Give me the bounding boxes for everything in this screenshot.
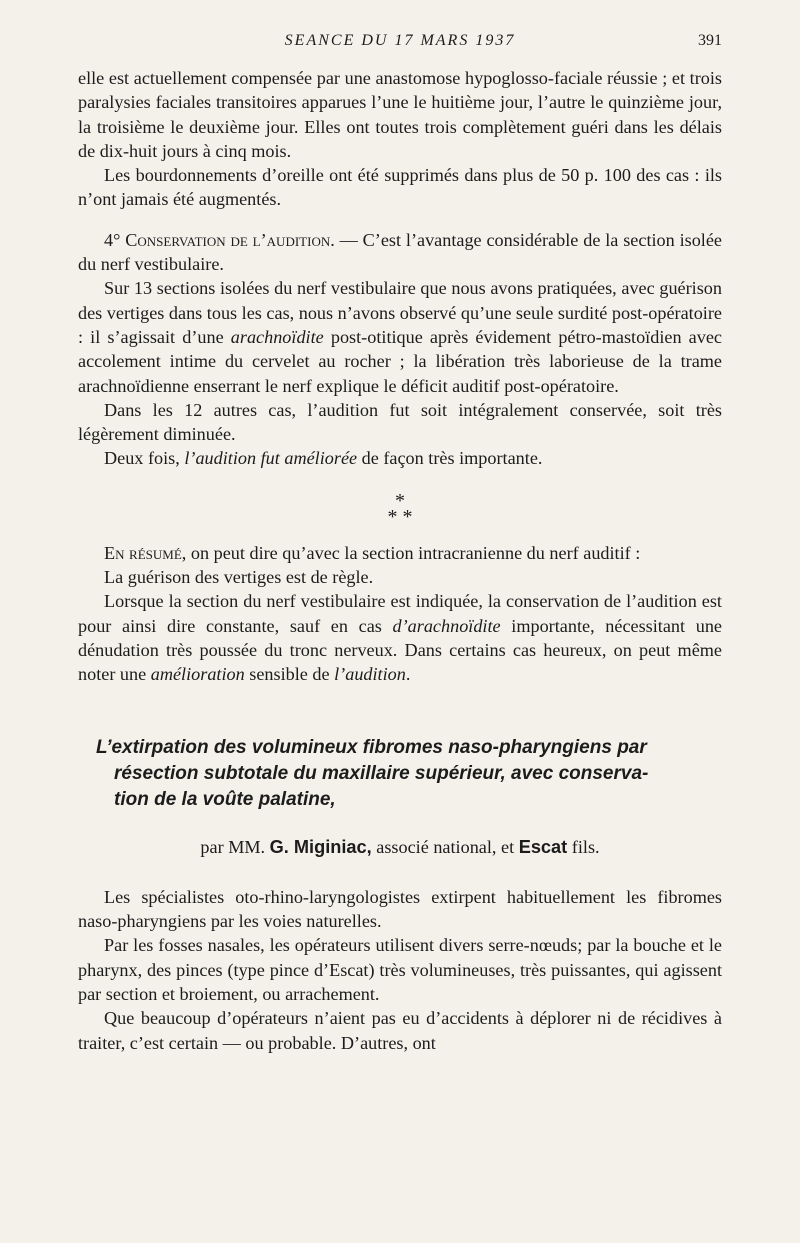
summary-paragraph: En résumé, on peut dire qu’avec la section intracranienne du nerf auditif :: [104, 542, 641, 563]
author-name: Escat: [518, 836, 568, 857]
paragraph: Dans les 12 autres cas, l’audition fut soit intégralement conservée, soit très légèrement diminuée.: [78, 399, 722, 445]
paragraph: Les bourdonnements d’oreille ont été supprimés dans plus de 50 p. 100 des cas : ils n’ont jamais été augmentés.: [78, 165, 722, 210]
section-heading: Conservation de l’audition.: [125, 229, 335, 250]
page-number: 391: [698, 32, 722, 49]
emphasis: l’audition fut améliorée: [184, 448, 358, 469]
paragraph: Sur 13 sections isolées du nerf vestibulaire que nous avons pratiquées, avec guérison des vertiges dans tous les cas, nous n’avons observé qu’une seule surdité post-opératoire : il s’agissait d’une arachnoïdite post-otitique après évidement pétro-mastoïdien avec accolement intime du cervelet au rocher ; la libération très laborieuse de la trame arachnoïdienne enserrant le nerf explique le déficit auditif post-opératoire.: [78, 278, 722, 396]
page-body: [78, 66, 722, 1055]
paragraph: Lorsque la section du nerf vestibulaire est indiquée, la conservation de l’audition est pour ainsi dire constante, sauf en cas d’arachnoïdite importante, nécessitant une dénudation très poussée du tronc nerveux. Dans certains cas heureux, on peut même noter une amélioration sensible de l’audition.: [78, 591, 722, 685]
paragraph: Par les fosses nasales, les opérateurs utilisent divers serre-nœuds; par la bouche et le pharynx, des pinces (type pince d’Escat) très volumineuses, très puissantes, qui agissent par section et broiement, ou arrachement.: [78, 935, 722, 1005]
article-title: L’extirpation des volumineux fibromes naso-pharyngiens par résection subtotale du maxillaire supérieur, avec conserva- tion de la voûte palatine,: [96, 736, 649, 810]
section-paragraph-conservation: 4° Conservation de l’audition. — C’est l’avantage considérable de la section isolée du nerf vestibulaire.: [78, 229, 723, 275]
paragraph: Les spécialistes oto-rhino-laryngologistes extirpent habituellement les fibromes naso-pharyngiens par les voies naturelles.: [78, 886, 722, 932]
section-number: 4°: [104, 229, 121, 250]
asterism-separator: * * *: [387, 489, 413, 528]
paragraph: La guérison des vertiges est de règle.: [104, 567, 374, 588]
paragraph: Que beaucoup d’opérateurs n’aient pas eu d’accidents à déplorer ni de récidives à traiter, c’est certain — ou probable. D’autres, ont: [78, 1008, 722, 1053]
summary-heading: En résumé,: [104, 542, 187, 563]
running-header: [78, 32, 722, 50]
emphasis: arachnoïdite: [230, 326, 324, 347]
article-byline: par MM. G. Miginiac, associé national, et Escat fils.: [200, 836, 600, 857]
header-title: SEANCE DU 17 MARS 1937: [284, 32, 516, 49]
paragraph: elle est actuellement compensée par une anastomose hypoglosso-faciale réussie ; et trois paralysies faciales transitoires apparues l’une le huitième jour, l’autre le quinzième jour, la troisième le deuxième jour. Elles ont toutes trois complètement guéri dans les délais de dix-huit jours à cinq mois.: [78, 68, 722, 161]
author-name: G. Miginiac,: [269, 836, 372, 857]
paragraph: Deux fois, l’audition fut améliorée de façon très importante.: [104, 448, 543, 469]
